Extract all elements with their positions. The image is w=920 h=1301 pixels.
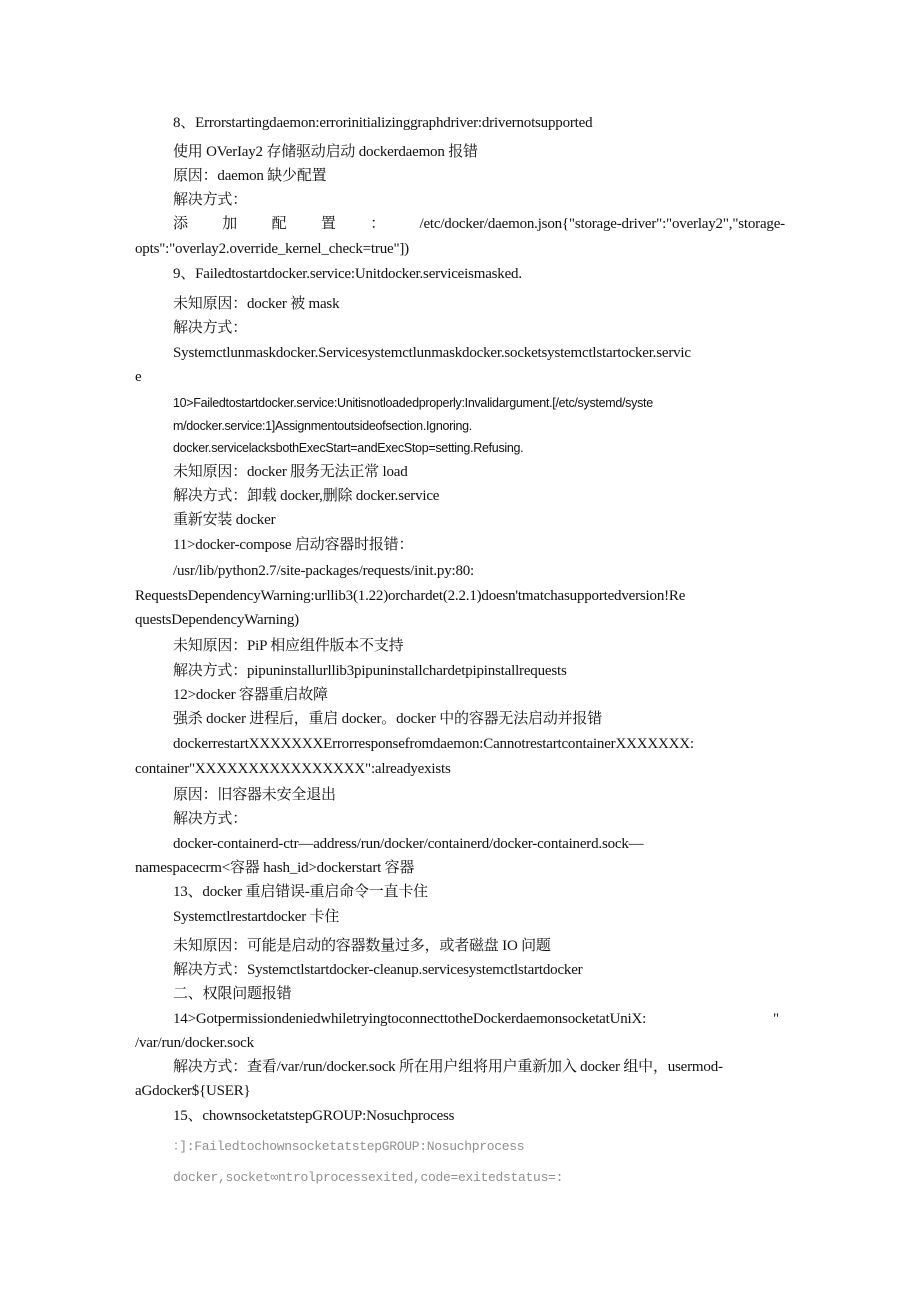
log-line: ：]:FailedtochownsocketatstepGROUP:Nosuchprocess: [173, 1139, 525, 1154]
text-segment: /etc/docker/daemon.json{"storage-driver":"overlay2","storage-: [419, 216, 785, 232]
text-line: 未知原因：可能是启动的容器数量过多，或者磁盘 IO 问题: [173, 938, 551, 954]
text-line: 未知原因：docker 被 mask: [173, 296, 340, 312]
text-line: RequestsDependencyWarning:urllib3(1.22)orchardet(2.2.1)doesn'tmatchasupportedversion!Re: [135, 588, 686, 604]
text-line: 解决方式：pipuninstallurllib3pipuninstallchardetpipinstallrequests: [173, 663, 567, 679]
text-line: 重新安装 docker: [173, 512, 276, 528]
text-line: 解决方式：卸载 docker,删除 docker.service: [173, 488, 440, 504]
text-line: 解决方式：查看/var/run/docker.sock 所在用户组将用户重新加入 docker 组中，usermod-: [173, 1059, 723, 1075]
text-line: container"XXXXXXXXXXXXXXXX":alreadyexists: [135, 761, 451, 777]
heading-item-10: 10>Failedtostartdocker.service:Unitisnotloadedproperly:Invalidargument.[/etc/systemd/syste: [173, 396, 653, 410]
heading-item-8: 8、Errorstartingdaemon:errorinitializinggraphdriver:drivernotsupported: [173, 115, 593, 131]
text-line: opts":"overlay2.override_kernel_check=true"]): [135, 241, 409, 257]
text-line: /usr/lib/python2.7/site-packages/requests/init.py:80:: [173, 563, 475, 579]
text-char: 添: [173, 216, 188, 232]
text-line: m/docker.service:1]Assignmentoutsideofsection.Ignoring.: [173, 419, 472, 433]
quote-mark: ": [773, 1011, 779, 1027]
heading-item-15: 15、chownsocketatstepGROUP:Nosuchprocess: [173, 1108, 455, 1124]
text-line: /var/run/docker.sock: [135, 1035, 254, 1051]
text-line: Systemctlunmaskdocker.Servicesystemctlunmaskdocker.socketsystemctlstartocker.servic: [173, 345, 691, 361]
text-line: namespacecrm<容器 hash_id>dockerstart 容器: [135, 860, 415, 876]
heading-item-14: 14>GotpermissiondeniedwhiletryingtoconnecttotheDockerdaemonsocketatUniX:: [173, 1011, 647, 1027]
text-char: 置: [320, 216, 336, 232]
text-line: 解决方式：: [173, 192, 248, 208]
text-line: 原因：旧容器未安全退出: [173, 787, 336, 803]
text-line: 强杀 docker 进程后，重启 docker。docker 中的容器无法启动并报错: [173, 711, 603, 727]
text-line: questsDependencyWarning): [135, 612, 299, 628]
text-line: docker-containerd-ctr—address/run/docker/containerd/docker-containerd.sock—: [173, 836, 644, 852]
heading-item-12: 12>docker 容器重启故障: [173, 687, 328, 703]
heading-item-11: 11>docker-compose 启动容器时报错：: [173, 537, 414, 553]
justified-line: [173, 214, 785, 234]
text-char: 加: [222, 216, 238, 232]
text-line: 解决方式：Systemctlstartdocker-cleanup.servicesystemctlstartdocker: [173, 962, 583, 978]
text-line: 解决方式：: [173, 320, 248, 336]
text-char: 配: [271, 216, 287, 232]
text-line: dockerrestartXXXXXXXErrorresponsefromdaemon:CannotrestartcontainerXXXXXXX:: [173, 736, 694, 752]
text-line: 使用 OVerIay2 存储驱动启动 dockerdaemon 报错: [173, 144, 478, 160]
section-heading: 二、权限问题报错: [173, 986, 292, 1002]
text-char: ：: [370, 216, 385, 232]
text-line: aGdocker${USER}: [135, 1083, 251, 1099]
text-line: 未知原因：PiP 相应组件版本不支持: [173, 638, 404, 654]
text-line: 未知原因：docker 服务无法正常 load: [173, 464, 408, 480]
text-line: Systemctlrestartdocker 卡住: [173, 909, 340, 925]
heading-item-13: 13、docker 重启错误-重启命令一直卡住: [173, 884, 428, 900]
heading-item-9: 9、Failedtostartdocker.service:Unitdocker.serviceismasked.: [173, 266, 522, 282]
text-line: 原因：daemon 缺少配置: [173, 168, 327, 184]
text-line: e: [135, 369, 142, 385]
text-line: 解决方式：: [173, 811, 248, 827]
text-line: docker.servicelacksbothExecStart=andExecStop=setting.Refusing.: [173, 441, 524, 455]
log-line: docker,socket∞ntrolprocessexited,code=exitedstatus=:: [173, 1170, 564, 1185]
